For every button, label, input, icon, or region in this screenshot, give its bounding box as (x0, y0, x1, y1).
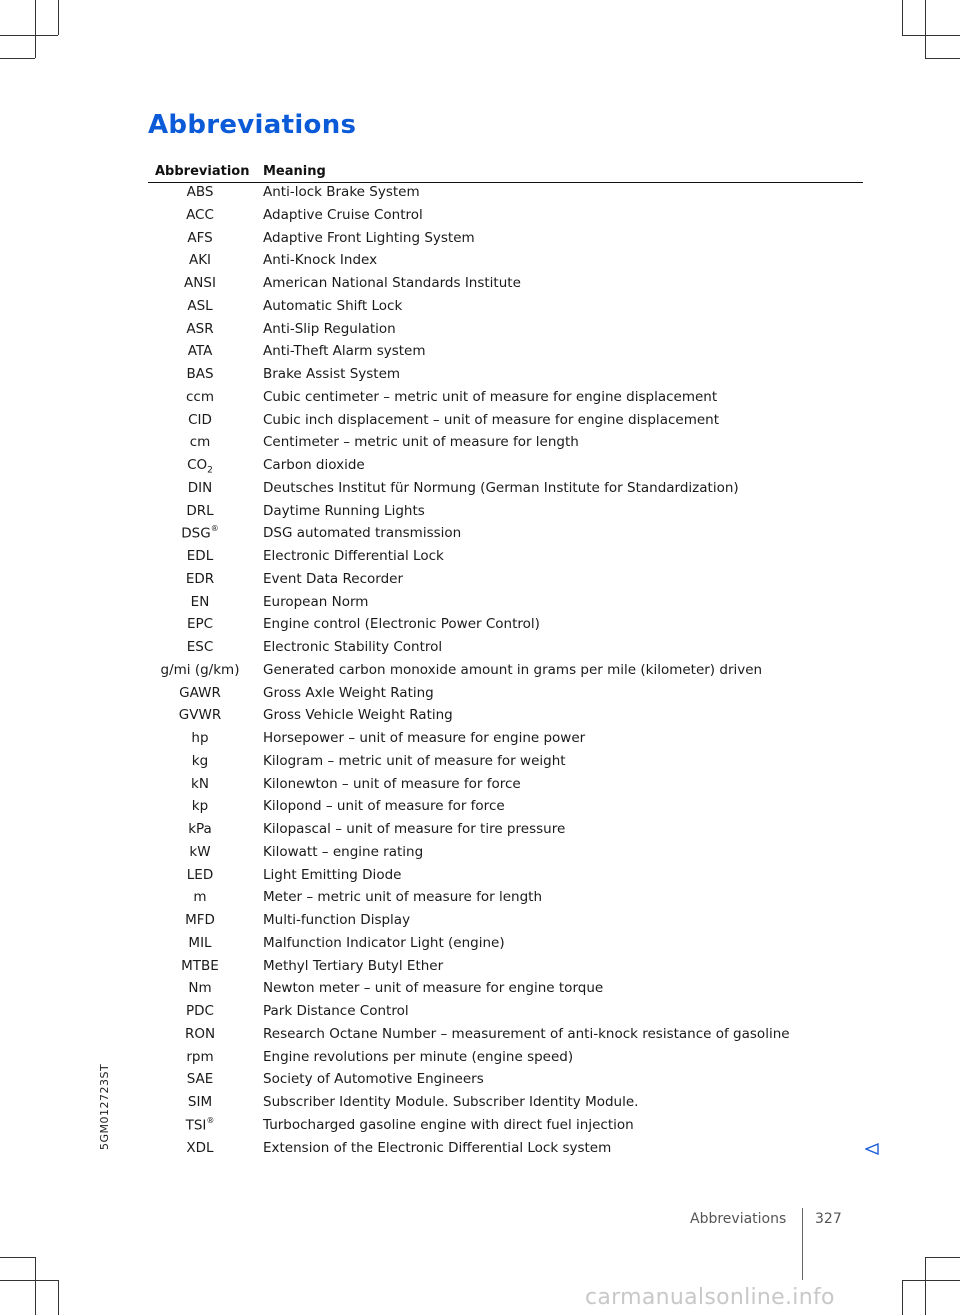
abbreviation-cell (148, 1140, 252, 1156)
abbreviation-cell (148, 275, 252, 291)
abbreviation-cell (148, 594, 252, 610)
registered-trademark-mark: ® (206, 1115, 215, 1125)
crop-mark-icon (925, 0, 926, 58)
abbreviation-text: GAWR (179, 684, 221, 701)
crop-mark-icon (0, 58, 35, 59)
table-row (0, 1093, 960, 1116)
meaning-cell: Cubic centimeter – metric unit of measure for engine displacement (263, 388, 718, 405)
table-row (0, 661, 960, 684)
abbreviation-cell (148, 366, 252, 382)
meaning-cell: Generated carbon monoxide amount in grams per mile (kilometer) driven (263, 661, 763, 678)
meaning-cell: Electronic Differential Lock (263, 548, 444, 564)
meaning-cell: Light Emitting Diode (263, 866, 402, 883)
meaning-cell: Extension of the Electronic Differential Lock system (263, 1139, 612, 1156)
abbreviation-text: ANSI (184, 275, 216, 291)
crop-mark-icon (902, 35, 960, 36)
table-row (0, 183, 960, 206)
table-row (0, 570, 960, 593)
abbreviation-text: BAS (186, 366, 214, 382)
abbreviation-cell (148, 844, 252, 860)
abbreviation-text: EDR (185, 570, 215, 587)
abbreviation-text: ASR (186, 320, 214, 337)
abbreviation-text: EN (190, 593, 210, 610)
crop-mark-icon (0, 1257, 35, 1258)
meaning-cell: Park Distance Control (263, 1003, 409, 1019)
crop-mark-icon (35, 0, 36, 58)
abbreviation-cell (148, 935, 252, 951)
abbreviation-text: g/mi (g/km) (160, 661, 240, 678)
crop-mark-icon (0, 35, 58, 36)
table-row (0, 297, 960, 320)
abbreviation-text: RON (184, 1025, 216, 1042)
table-row (0, 934, 960, 957)
abbreviation-cell (148, 1026, 252, 1042)
table-row (0, 251, 960, 274)
table-row (0, 274, 960, 297)
abbreviation-cell (148, 912, 252, 928)
abbreviation-text: DIN (187, 479, 213, 496)
abbreviation-cell (148, 1049, 252, 1065)
table-row (0, 229, 960, 252)
abbreviation-cell (148, 821, 252, 837)
abbreviation-text: ASL (187, 297, 213, 314)
abbreviation-cell (148, 412, 252, 428)
abbreviation-text: GVWR (178, 707, 222, 724)
table-row (0, 479, 960, 502)
abbreviation-text: ATA (187, 343, 213, 360)
meaning-cell: Anti-lock Brake System (263, 184, 420, 200)
abbreviation-cell (148, 639, 252, 655)
abbreviation-text: kPa (188, 821, 212, 837)
table-row (0, 752, 960, 775)
meaning-cell: Research Octane Number – measurement of anti-knock resistance of gasoline (263, 1025, 790, 1042)
meaning-cell: Carbon dioxide (263, 457, 365, 473)
abbreviation-text: kp (191, 798, 209, 815)
meaning-cell: Horsepower – unit of measure for engine power (263, 730, 586, 746)
crop-mark-icon (902, 1280, 960, 1281)
abbreviation-text: SIM (187, 1094, 213, 1110)
table-row (0, 729, 960, 752)
table-row (0, 911, 960, 934)
footer-divider (802, 1208, 803, 1280)
meaning-cell: Brake Assist System (263, 366, 401, 382)
meaning-cell: Engine control (Electronic Power Control) (263, 616, 540, 633)
table-row (0, 342, 960, 365)
table-row (0, 547, 960, 570)
table-row (0, 843, 960, 866)
table-row (0, 615, 960, 638)
table-row (0, 411, 960, 434)
table-row (0, 1002, 960, 1025)
meaning-cell: Kilowatt – engine rating (263, 843, 424, 860)
page-number: 327 (815, 1211, 842, 1227)
meaning-cell: Adaptive Cruise Control (263, 206, 423, 223)
meaning-cell: Malfunction Indicator Light (engine) (263, 934, 505, 951)
abbreviation-text: MIL (188, 934, 212, 951)
abbreviation-text: CO (187, 457, 208, 473)
meaning-cell: Cubic inch displacement – unit of measure for engine displacement (263, 411, 719, 428)
abbreviation-cell (148, 685, 252, 701)
abbreviation-text: Nm (188, 980, 212, 997)
table-row (0, 866, 960, 889)
table-row (0, 1025, 960, 1048)
table-row (0, 206, 960, 229)
meaning-cell: Kilopascal – unit of measure for tire pressure (263, 821, 566, 837)
table-row (0, 957, 960, 980)
abbreviation-text: EPC (186, 616, 214, 633)
table-row (0, 797, 960, 820)
abbreviation-text: kN (191, 775, 209, 792)
meaning-cell: Electronic Stability Control (263, 639, 443, 655)
abbreviation-text: XDL (186, 1139, 214, 1156)
meaning-cell: Subscriber Identity Module. Subscriber Identity Module. (263, 1094, 639, 1110)
meaning-cell: Event Data Recorder (263, 570, 403, 587)
abbreviation-cell (148, 252, 252, 268)
meaning-cell: Society of Automotive Engineers (263, 1071, 484, 1088)
abbreviation-cell (148, 434, 252, 450)
meaning-cell: Gross Vehicle Weight Rating (263, 707, 453, 724)
abbreviation-text: MFD (185, 912, 215, 928)
meaning-cell: American National Standards Institute (263, 275, 521, 291)
abbreviation-text: ACC (186, 206, 214, 223)
abbreviation-cell (148, 571, 252, 587)
table-row (0, 593, 960, 616)
meaning-cell: Kilonewton – unit of measure for force (263, 775, 521, 792)
abbreviation-text: m (193, 889, 207, 906)
meaning-cell: Newton meter – unit of measure for engine torque (263, 980, 604, 997)
abbreviation-cell (148, 730, 252, 746)
abbreviation-cell (148, 1094, 252, 1110)
meaning-cell: Anti-Knock Index (263, 252, 378, 269)
abbreviation-text: rpm (186, 1048, 214, 1065)
table-row (0, 320, 960, 343)
abbreviation-cell (148, 298, 252, 314)
abbreviation-cell (148, 389, 252, 405)
abbreviation-cell (148, 867, 252, 883)
meaning-cell: Engine revolutions per minute (engine speed) (263, 1048, 574, 1065)
table-row (0, 775, 960, 798)
abbreviation-cell (148, 1003, 252, 1019)
abbreviation-text: kg (191, 752, 209, 769)
table-row (0, 684, 960, 707)
table-row (0, 979, 960, 1002)
crop-mark-icon (35, 1257, 36, 1315)
abbreviation-cell (148, 230, 252, 246)
continue-triangle-icon (865, 1143, 879, 1155)
table-row (0, 820, 960, 843)
meaning-cell: European Norm (263, 593, 369, 610)
abbreviation-cell (148, 662, 252, 678)
crop-mark-icon (58, 1280, 59, 1315)
abbreviation-text: DRL (186, 502, 214, 519)
meaning-cell: Methyl Tertiary Butyl Ether (263, 957, 444, 974)
abbreviation-text: LED (186, 866, 214, 883)
document-code: 5GM012723ST (98, 1063, 111, 1150)
abbreviation-text: ccm (186, 388, 214, 405)
abbreviation-cell (148, 343, 252, 359)
column-header-abbreviation: Abbreviation (155, 164, 250, 179)
table-row (0, 706, 960, 729)
abbreviation-cell (148, 480, 252, 496)
column-header-meaning: Meaning (263, 164, 326, 179)
meaning-cell: Anti-Slip Regulation (263, 320, 396, 337)
abbreviation-cell (148, 753, 252, 769)
abbreviation-text: ESC (186, 639, 214, 655)
abbreviation-cell (148, 1071, 252, 1087)
watermark: carmanualsonline.info (585, 1285, 835, 1310)
abbreviation-text: cm (189, 434, 211, 451)
table-row (0, 456, 960, 479)
meaning-cell: DSG automated transmission (263, 525, 462, 542)
meaning-cell: Gross Axle Weight Rating (263, 684, 434, 701)
abbreviation-cell (148, 798, 252, 814)
abbreviation-table (0, 183, 960, 1161)
meaning-cell: Turbocharged gasoline engine with direct fuel injection (263, 1116, 634, 1133)
meaning-cell: Multi-function Display (263, 912, 411, 928)
meaning-cell: Kilopond – unit of measure for force (263, 798, 505, 815)
abbreviation-cell (148, 207, 252, 223)
abbreviation-cell (148, 503, 252, 519)
table-row (0, 638, 960, 661)
abbreviation-cell (148, 321, 252, 337)
page-title: Abbreviations (148, 110, 357, 140)
abbreviation-cell (148, 707, 252, 723)
table-row (0, 388, 960, 411)
abbreviation-cell (148, 889, 252, 905)
abbreviation-text: EDL (186, 548, 214, 564)
abbreviation-cell (148, 776, 252, 792)
table-row (0, 1139, 960, 1162)
table-row (0, 1116, 960, 1139)
abbreviation-cell (148, 616, 252, 632)
meaning-cell: Daytime Running Lights (263, 502, 425, 519)
abbreviation-cell (148, 1117, 252, 1134)
crop-mark-icon (902, 0, 903, 35)
abbreviation-text: AKI (188, 252, 212, 269)
table-row (0, 888, 960, 911)
abbreviation-text: kW (189, 843, 211, 860)
crop-mark-icon (902, 1280, 903, 1315)
crop-mark-icon (925, 1257, 926, 1315)
crop-mark-icon (0, 1280, 58, 1281)
crop-mark-icon (925, 1257, 960, 1258)
abbreviation-cell (148, 457, 252, 476)
table-row (0, 1048, 960, 1071)
table-row (0, 1070, 960, 1093)
abbreviation-cell (148, 958, 252, 974)
abbreviation-cell (148, 548, 252, 564)
table-row (0, 365, 960, 388)
abbreviation-cell (148, 184, 252, 200)
abbreviation-text: MTBE (181, 957, 219, 974)
crop-mark-icon (58, 0, 59, 35)
meaning-cell: Centimeter – metric unit of measure for length (263, 434, 579, 451)
abbreviation-text: hp (191, 730, 209, 746)
abbreviation-cell (148, 980, 252, 996)
abbreviation-cell (148, 525, 252, 542)
meaning-cell: Kilogram – metric unit of measure for weight (263, 752, 566, 769)
table-row (0, 502, 960, 525)
footer-section-label: Abbreviations (690, 1211, 787, 1227)
meaning-cell: Anti-Theft Alarm system (263, 343, 426, 360)
abbreviation-subscript: 2 (207, 465, 213, 476)
meaning-cell: Deutsches Institut für Normung (German Institute for Standardization) (263, 479, 739, 496)
table-header (0, 164, 960, 182)
abbreviation-text: CID (188, 411, 212, 428)
registered-trademark-mark: ® (210, 524, 219, 534)
meaning-cell: Automatic Shift Lock (263, 297, 403, 314)
table-row (0, 433, 960, 456)
abbreviation-text: TSI (185, 1117, 207, 1134)
abbreviation-text: DSG (181, 525, 211, 542)
meaning-cell: Adaptive Front Lighting System (263, 229, 475, 246)
meaning-cell: Meter – metric unit of measure for length (263, 889, 543, 906)
abbreviation-text: SAE (186, 1071, 214, 1088)
abbreviation-text: AFS (187, 229, 213, 246)
table-row (0, 524, 960, 547)
abbreviation-text: PDC (186, 1003, 214, 1019)
abbreviation-text: ABS (186, 184, 214, 200)
crop-mark-icon (925, 58, 960, 59)
